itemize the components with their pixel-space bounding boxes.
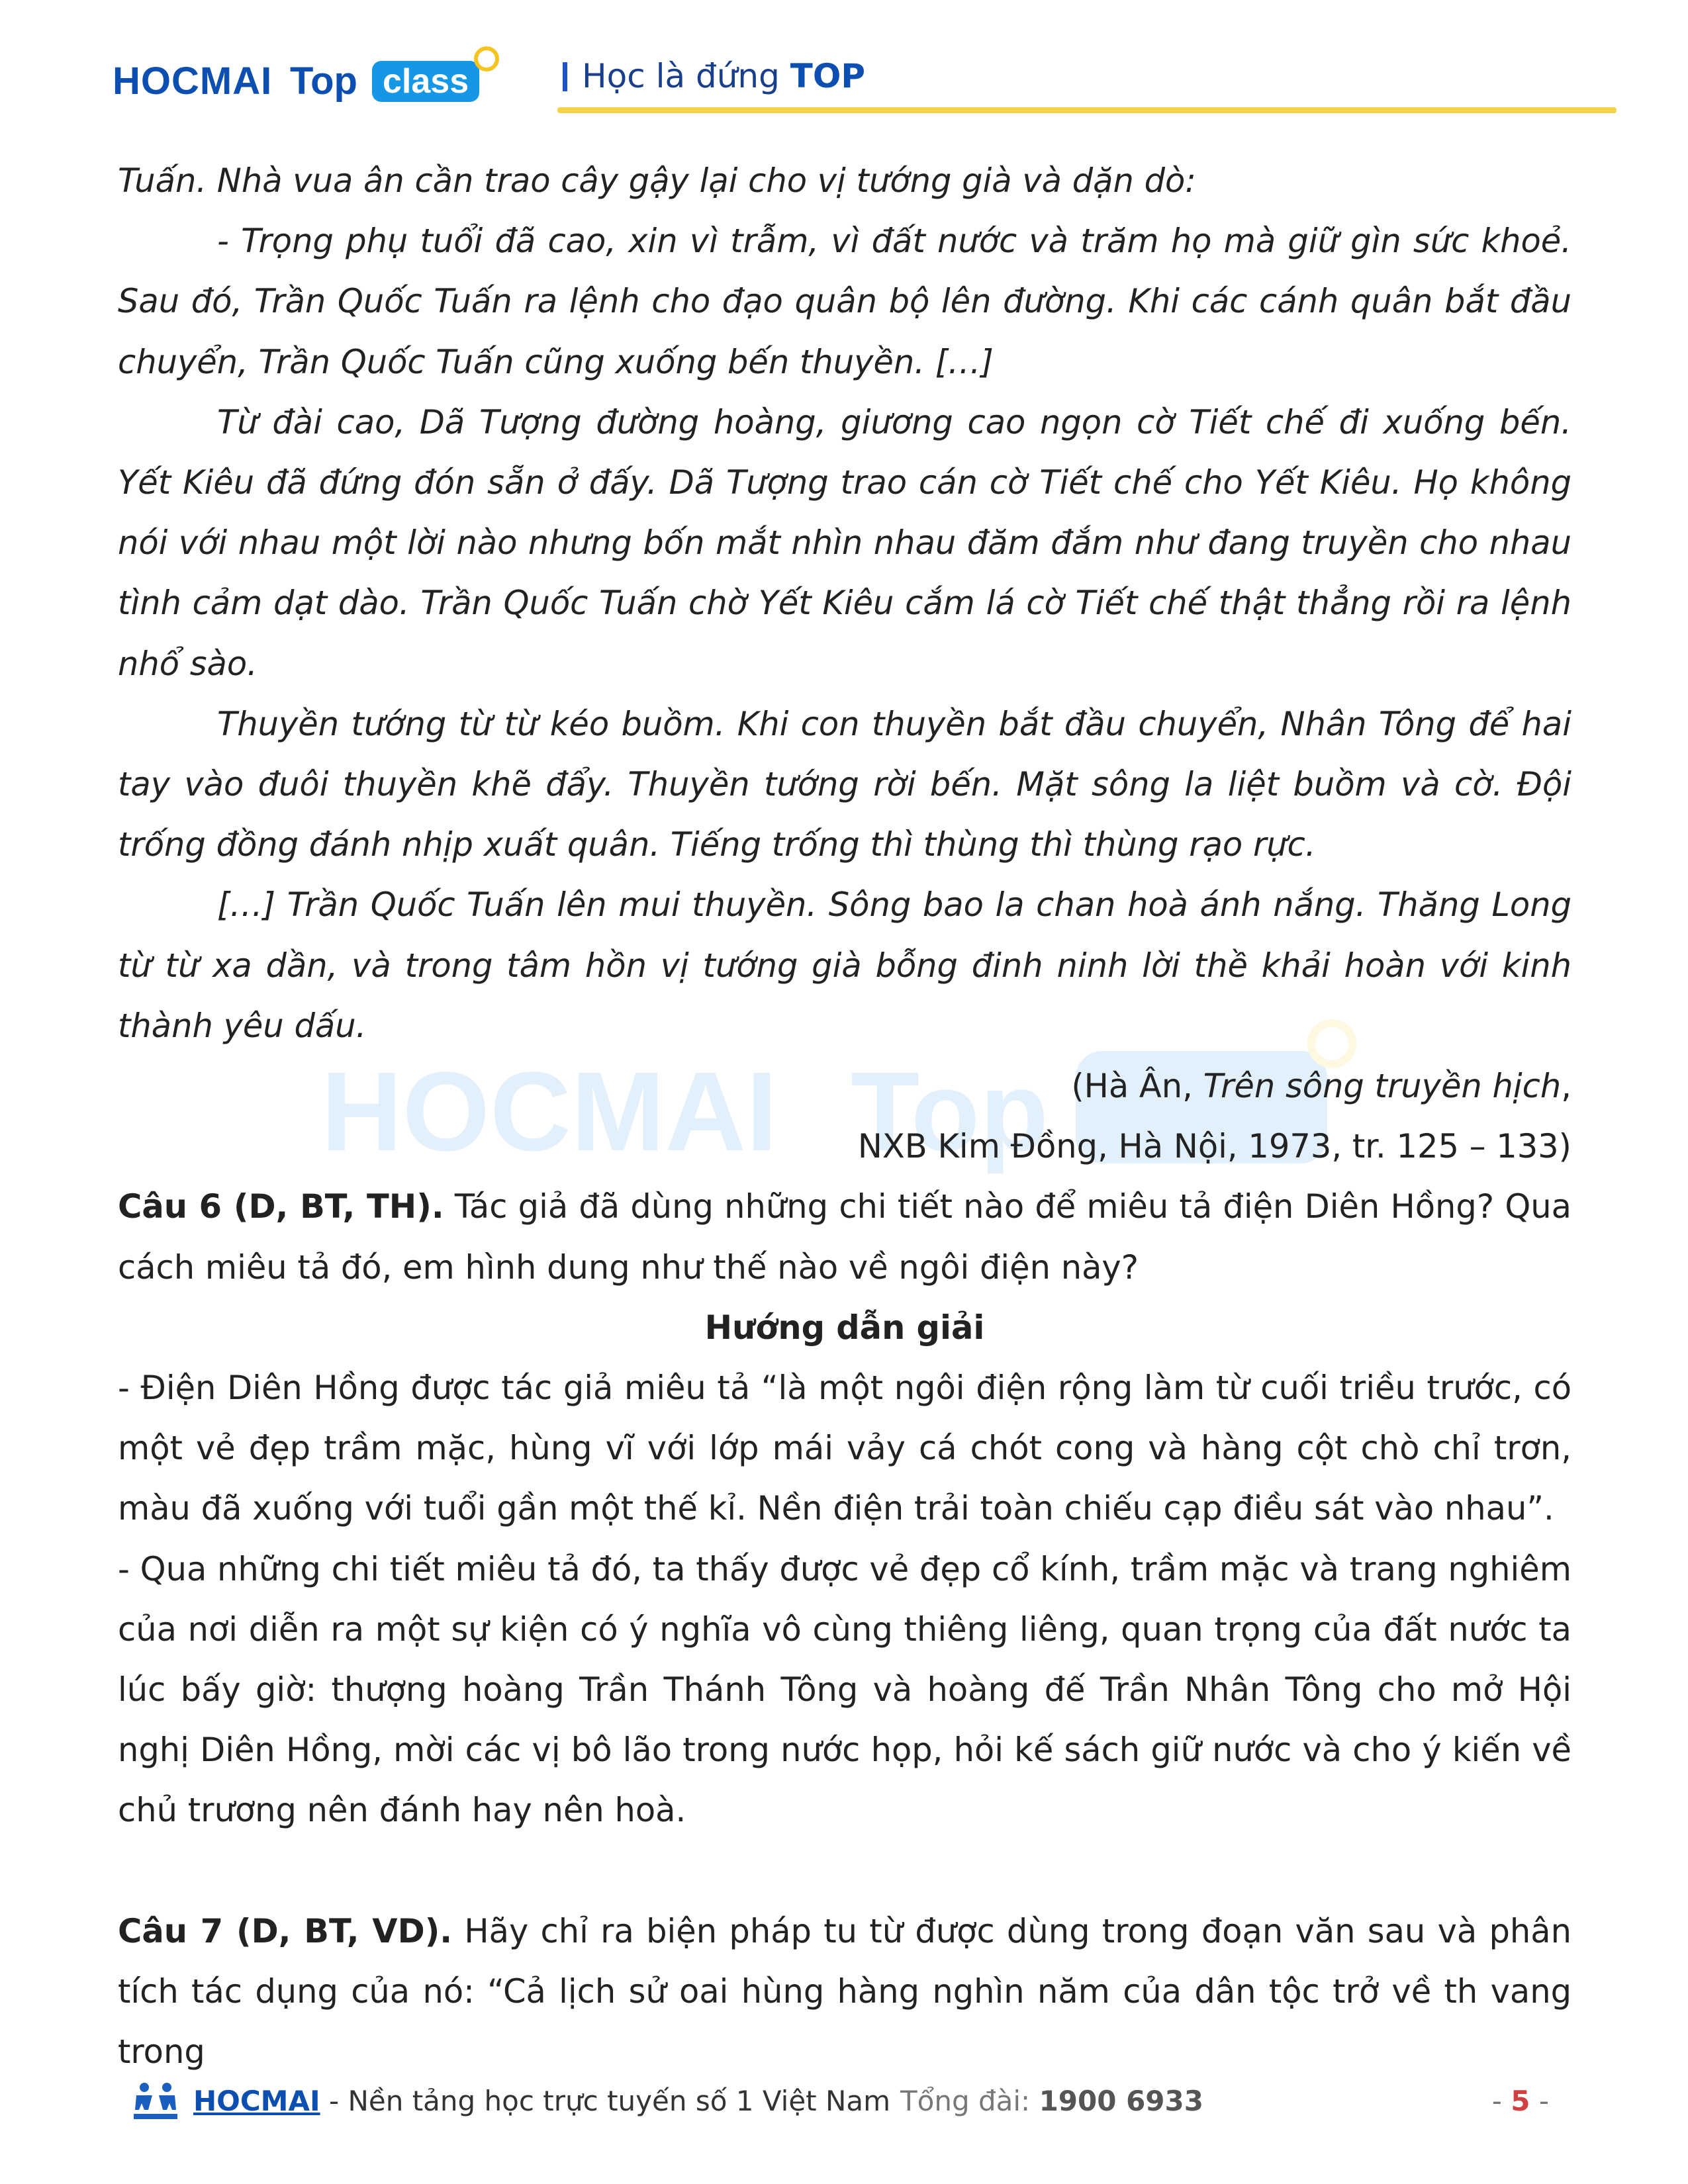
question-6-text: Tác giả đã dùng những chi tiết nào để miêu tả điện Diên Hồng? Qua cách miêu tả đó, em hình dung như thế nào về ngôi điện này? — [118, 1187, 1571, 1287]
answer-6-point-1: - Điện Diên Hồng được tác giả miêu tả “là một ngôi điện rộng làm từ cuối triều trước, có một vẻ đẹp trầm mặc, hùng vĩ với lớp mái vảy cá chót cong và hàng cột chò chỉ trơn, màu đã xuống với tuổi gần một thế kỉ. Nền điện trải toàn chiếu cạp điều sát vào nhau”. — [118, 1369, 1571, 1528]
citation-author: (Hà Ân, — [1071, 1067, 1203, 1106]
logo-class-badge: class — [372, 61, 479, 102]
hocmai-people-icon — [132, 2081, 179, 2122]
page-footer — [132, 2078, 1556, 2124]
citation-line-1 — [118, 1056, 1571, 1116]
watermark-top: Top — [851, 1049, 1049, 1175]
tagline-divider — [563, 62, 567, 91]
footer-slogan: - Nền tảng học trực tuyến số 1 Việt Nam — [320, 2085, 891, 2117]
section-spacer — [118, 1841, 1571, 1901]
citation-line-2: NXB Kim Đồng, Hà Nội, 1973, tr. 125 – 133) — [857, 1127, 1571, 1166]
page-number-value: 5 — [1511, 2085, 1530, 2117]
question-7 — [118, 1901, 1571, 2083]
question-7-text: Hãy chỉ ra biện pháp tu từ được dùng trong đoạn văn sau và phân tích tác dụng của nó: “Cả lịch sử oai hùng hàng nghìn năm của dân tộc trở về th vang trong — [118, 1911, 1571, 2071]
page-number-prefix: - — [1491, 2085, 1511, 2117]
header-underline — [557, 107, 1617, 113]
citation-title: Trên sông truyền hịch — [1203, 1067, 1562, 1106]
footer-brand-link[interactable]: HOCMAI — [193, 2085, 320, 2117]
watermark-hocmai: HOCMAI — [321, 1049, 778, 1175]
footer-text — [193, 2078, 890, 2124]
page-number-suffix: - — [1530, 2085, 1549, 2117]
logo-hocmai-text: HOCMAI — [113, 60, 273, 103]
question-6 — [118, 1177, 1571, 1297]
hotline-number: 1900 6933 — [1039, 2085, 1203, 2117]
sun-icon — [474, 46, 499, 71]
story-paragraph-2: - Trọng phụ tuổi đã cao, xin vì trẫm, vì đất nước và trăm họ mà giữ gìn sức khoẻ. Sau đó, Trần Quốc Tuấn ra lệnh cho đạo quân bộ lên đường. Khi các cánh quân bắt đầu chuyển, Trần Quốc Tuấn cũng xuống bến thuyền. […] — [118, 222, 1571, 381]
answer-6-point-2: - Qua những chi tiết miêu tả đó, ta thấy được vẻ đẹp cổ kính, trầm mặc và trang nghiêm của nơi diễn ra một sự kiện có ý nghĩa vô cùng thiêng liêng, quan trọng của đất nước ta lúc bấy giờ: thượng hoàng Trần Thánh Tông và hoàng đế Trần Nhân Tông cho mở Hội nghị Diên Hồng, mời các vị bô lão trong nước họp, hỏi kế sách giữ nước và cho ý kiến về chủ trương nên đánh hay nên hoà. — [118, 1549, 1571, 1830]
footer-hotline — [900, 2078, 1203, 2124]
guide-heading: Hướng dẫn giải — [704, 1308, 985, 1347]
story-paragraph-1: Tuấn. Nhà vua ân cần trao cây gậy lại cho vị tướng già và dặn dò: — [118, 161, 1196, 200]
citation-comma: , — [1561, 1067, 1571, 1106]
header-tagline — [563, 53, 865, 99]
tagline-emphasis: TOP — [790, 57, 866, 95]
story-paragraph-3: Từ đài cao, Dã Tượng đường hoàng, giương cao ngọn cờ Tiết chế đi xuống bến. Yết Kiêu đã đứng đón sẵn ở đấy. Dã Tượng trao cán cờ Tiết chế cho Yết Kiêu. Họ không nói với nhau một lời nào nhưng bốn mắt nhìn nhau đăm đắm như đang truyền cho nhau tình cảm dạt dào. Trần Quốc Tuấn chờ Yết Kiêu cắm lá cờ Tiết chế thật thẳng rồi ra lệnh nhổ sào. — [118, 402, 1571, 683]
logo-top-text: Top — [290, 60, 357, 103]
story-paragraph-4: Thuyền tướng từ từ kéo buồm. Khi con thuyền bắt đầu chuyển, Nhân Tông để hai tay vào đuôi thuyền khẽ đẩy. Thuyền tướng rời bến. Mặt sông la liệt buồm và cờ. Đội trống đồng đánh nhịp xuất quân. Tiếng trống thì thùng thì thùng rạo rực. — [118, 704, 1571, 864]
hotline-label: Tổng đài: — [900, 2085, 1039, 2117]
tagline-prefix: Học là đứng — [582, 57, 780, 95]
question-6-label: Câu 6 (D, BT, TH). — [118, 1187, 444, 1226]
story-paragraph-5: […] Trần Quốc Tuấn lên mui thuyền. Sông bao la chan hoà ánh nắng. Thăng Long từ từ xa dần, và trong tâm hồn vị tướng già bỗng đinh ninh lời thề khải hoàn với kinh thành yêu dấu. — [118, 886, 1571, 1045]
page-number — [1492, 2078, 1549, 2124]
question-7-label: Câu 7 (D, BT, VD). — [118, 1911, 453, 1950]
document-body — [118, 151, 1571, 2082]
page-header — [113, 38, 1509, 118]
